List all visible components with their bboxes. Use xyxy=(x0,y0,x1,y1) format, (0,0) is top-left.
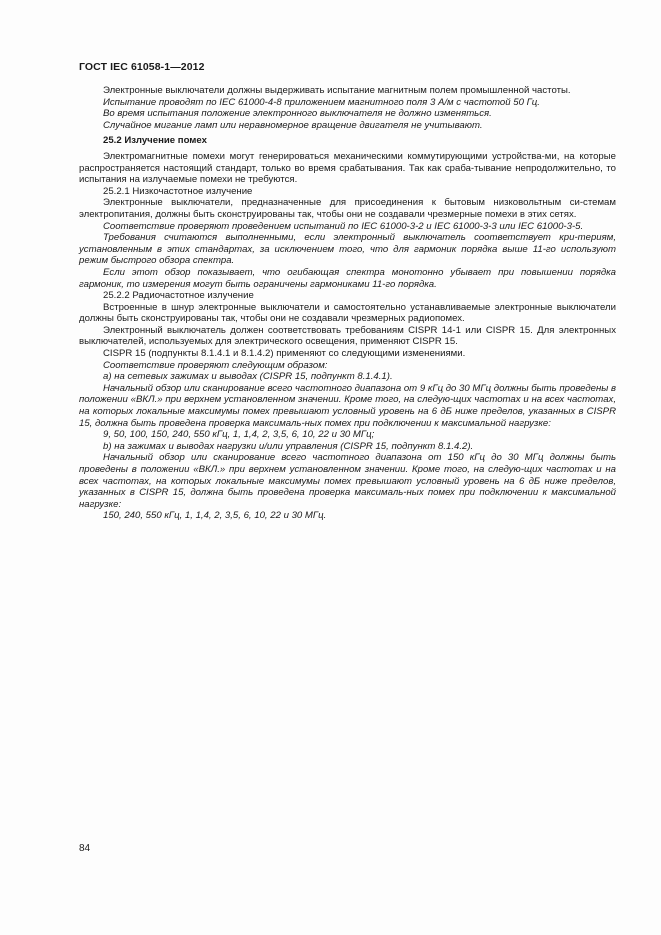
paragraph: Электронный выключатель должен соответствовать требованиям CISPR 14-1 или CISPR 15. Для электронных выключателей, используемых для электрического освещения, применяют CISPR 15. xyxy=(79,324,616,348)
page-header: ГОСТ IEC 61058-1—2012 xyxy=(79,61,205,73)
page-number: 84 xyxy=(79,843,91,854)
paragraph: 150, 240, 550 кГц, 1, 1,4, 2, 3,5, 6, 10, 22 и 30 МГц. xyxy=(103,510,327,522)
subsection-heading: 25.2.2 Радиочастотное излучение xyxy=(103,290,254,302)
section-heading: 25.2 Излучение помех xyxy=(103,135,207,147)
subsection-heading: 25.2.1 Низкочастотное излучение xyxy=(103,185,253,197)
page-content xyxy=(79,85,616,522)
paragraph: Электронные выключатели, предназначенные для присоединения к бытовым низковольтным си-стемам электропитания, должны быть сконструированы так, чтобы они не создавали чрезмерные помехи в этих сетях. xyxy=(79,197,616,220)
paragraph: Требования считаются выполненными, если электронный выключатель соответствует кри-териям, установленным в этих стандартах, за исключением того, что для гармоник порядка выше 11-го используют режим быстрого обзора спектра. xyxy=(79,232,616,267)
paragraph: Если этот обзор показывает, что огибающая спектра монотонно убывает при повышении порядка гармоник, то измерения могут быть ограничены гармониками 11-го порядка. xyxy=(79,266,616,290)
paragraph: Электронные выключатели должны выдерживать испытание магнитным полем промышленной частоты. xyxy=(103,85,571,96)
paragraph: CISPR 15 (подпункты 8.1.4.1 и 8.1.4.2) применяют со следующими изменениями. xyxy=(103,348,466,360)
list-item: а) на сетевых зажимах и выводах (CISPR 15, подпункт 8.1.4.1). xyxy=(103,371,393,383)
paragraph: Соответствие проверяют проведением испытаний по IEC 61000-3-2 и IEC 61000-3-3 или IEC 61000-3-5. xyxy=(103,220,584,232)
paragraph: Соответствие проверяют следующим образом: xyxy=(103,359,328,371)
paragraph: 9, 50, 100, 150, 240, 550 кГц, 1, 1,4, 2, 3,5, 6, 10, 22 и 30 МГц; xyxy=(103,429,375,441)
paragraph: Электромагнитные помехи могут генерироваться механическими коммутирующими устройства-ми, на которые распространяется настоящий стандарт, только во время срабатывания. Так как сраба-тывание непродолжительно, то испытания на излучаемые помехи не требуются. xyxy=(79,150,616,186)
paragraph: Начальный обзор или сканирование всего частотного диапазона от 150 кГц до 30 МГц должны быть проведены в положении «ВКЛ.» при верхнем установленном значении. Кроме того, на следую-щих частотах и на всех частотах, на которых локальные максимумы помех превышают условный уровень на 6 дБ ниже пределов, указанных в CISPR 15, должна быть проведена проверка максималь-ных помех при подключении к максимальной нагрузке: xyxy=(79,452,616,510)
paragraph: Во время испытания положение электронного выключателя не должно изменяться. xyxy=(103,108,492,120)
paragraph: Испытание проводят по IEC 61000-4-8 приложением магнитного поля 3 А/м с частотой 50 Гц. xyxy=(103,96,540,108)
list-item: b) на зажимах и выводах нагрузки и/или управления (CISPR 15, подпункт 8.1.4.2). xyxy=(103,440,474,452)
paragraph: Случайное мигание ламп или неравномерное вращение двигателя не учитывают. xyxy=(103,119,483,131)
paragraph: Встроенные в шнур электронные выключатели и самостоятельно устанавливаемые электронные выключатели должны быть сконструированы так, чтобы они не создавали чрезмерных радиопомех. xyxy=(79,301,616,325)
paragraph: Начальный обзор или сканирование всего частотного диапазона от 9 кГц до 30 МГц должны быть проведены в положении «ВКЛ.» при верхнем установленном значении. Кроме того, на следую-щих частотах и на всех частотах, на которых локальные максимумы помех превышают условный уровень на 6 дБ ниже пределов, указанных в CISPR 15, должна быть проведена проверка максималь-ных помех при подключении к максимальной нагрузке: xyxy=(79,382,616,429)
